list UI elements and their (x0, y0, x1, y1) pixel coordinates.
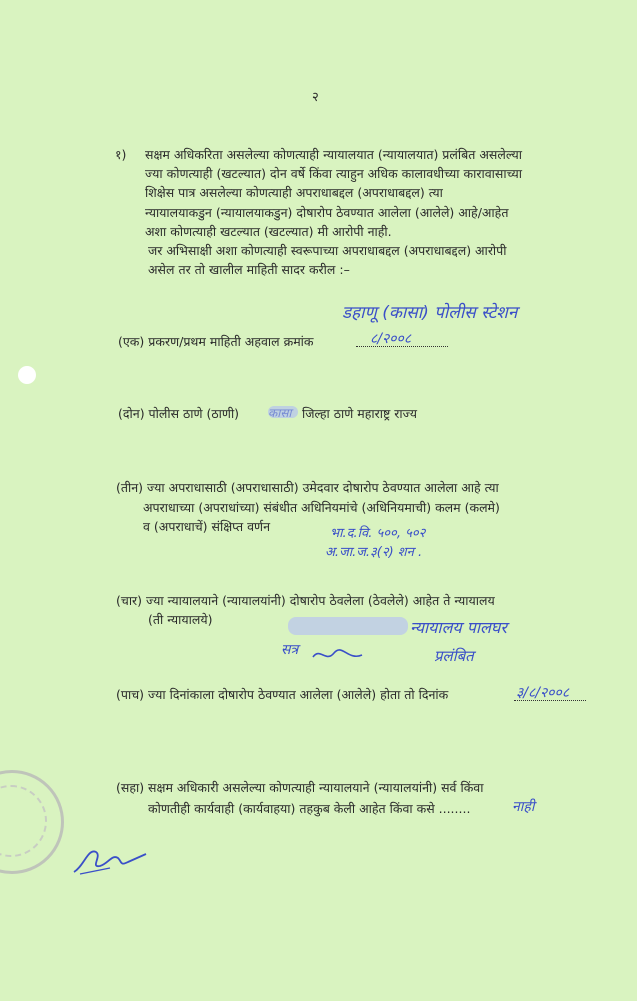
item-pach-label: (पाच) ज्या दिनांकाला दोषारोप ठेवण्यात आलेला (आलेले) होता तो दिनांक (116, 687, 449, 702)
item-saha-line-1: (सहा) सक्षम अधिकारी असलेल्या कोणत्याही न्यायालयाने (न्यायालयांनी) सर्व किंवा (116, 780, 484, 795)
para1-line-2: ज्या कोणत्याही (खटल्यात) दोन वर्षे किंवा त्याहुन अधिक कालावधीच्या कारावासाच्या (145, 166, 523, 181)
item-ek-label: (एक) प्रकरण/प्रथम माहिती अहवाल क्रमांक (118, 334, 314, 349)
item-ek-value: ८/२००८ (370, 331, 412, 347)
para1-sub-line-2: असेल तर तो खालील माहिती सादर करील :– (148, 262, 350, 277)
item-char-handwritten-pending: प्रलंबित (434, 647, 474, 665)
para1-line-3: शिक्षेस पात्र असलेल्या कोणत्याही अपराधाबद्दल (अपराधाबद्दल) त्या (145, 185, 443, 200)
court-stamp (288, 617, 408, 635)
para1-line-1: सक्षम अधिकरिता असलेल्या कोणत्याही न्यायालयात (न्यायालयात) प्रलंबित असलेल्या (145, 147, 523, 162)
item-saha-line-2: कोणतीही कार्यवाही (कार्यवाहया) तहकुब केली आहेत किंवा कसे ........ (148, 801, 471, 816)
handwritten-police-station: डहाणू (कासा) पोलीस स्टेशन (342, 303, 518, 323)
item-teen-handwritten-2: अ.जा.ज.३(२) शन . (325, 545, 423, 560)
item-saha-value: नाही (512, 799, 535, 815)
small-signature-mark (310, 643, 366, 667)
item-pach-value: ३/८/२००८ (516, 685, 570, 701)
para1-line-5: अशा कोणत्याही खटल्यात (खटल्यात) मी आरोपी नाही. (145, 224, 392, 239)
para1-number: १) (115, 147, 127, 162)
item-teen-line-2: अपराधाच्या (अपराधांच्या) संबंधीत अधिनियमांचे (अधिनियमाची) कलम (कलमे) (143, 500, 500, 515)
official-seal (0, 770, 64, 874)
item-char-handwritten-court: न्यायालय पालघर (410, 618, 507, 637)
item-char-handwritten-sessions: सत्र (281, 642, 299, 658)
item-teen-handwritten-1: भा.द.वि. ५००, ५०२ (330, 526, 426, 541)
item-teen-line-1: (तीन) ज्या अपराधासाठी (अपराधासाठी) उमेदवार दोषारोप ठेवण्यात आलेला आहे त्या (116, 480, 499, 495)
item-char-line-2: (ती न्यायालये) (148, 612, 213, 627)
item-don-label: (दोन) पोलीस ठाणे (ठाणी) (118, 406, 240, 421)
page-number: २ (312, 90, 319, 105)
signature (70, 838, 150, 880)
item-char-line-1: (चार) ज्या न्यायालयाने (न्यायालयांनी) दोषारोप ठेवलेला (ठेवलेले) आहेत ते न्यायालय (116, 593, 495, 608)
item-don-filled: कासा (268, 406, 292, 420)
item-teen-line-3: व (अपराधाचें) संक्षिप्त वर्णन (143, 519, 271, 534)
item-don-suffix: जिल्हा ठाणे महाराष्ट्र राज्य (302, 406, 417, 421)
para1-sub-line-1: जर अभिसाक्षी अशा कोणत्याही स्वरूपाच्या अपराधाबद्दल (अपराधाबद्दल) आरोपी (148, 243, 507, 258)
para1-line-4: न्यायालयाकडुन (न्यायालयाकडुन) दोषारोप ठेवण्यात आलेला (आलेले) आहे/आहेत (145, 205, 509, 220)
punch-hole (18, 366, 36, 384)
